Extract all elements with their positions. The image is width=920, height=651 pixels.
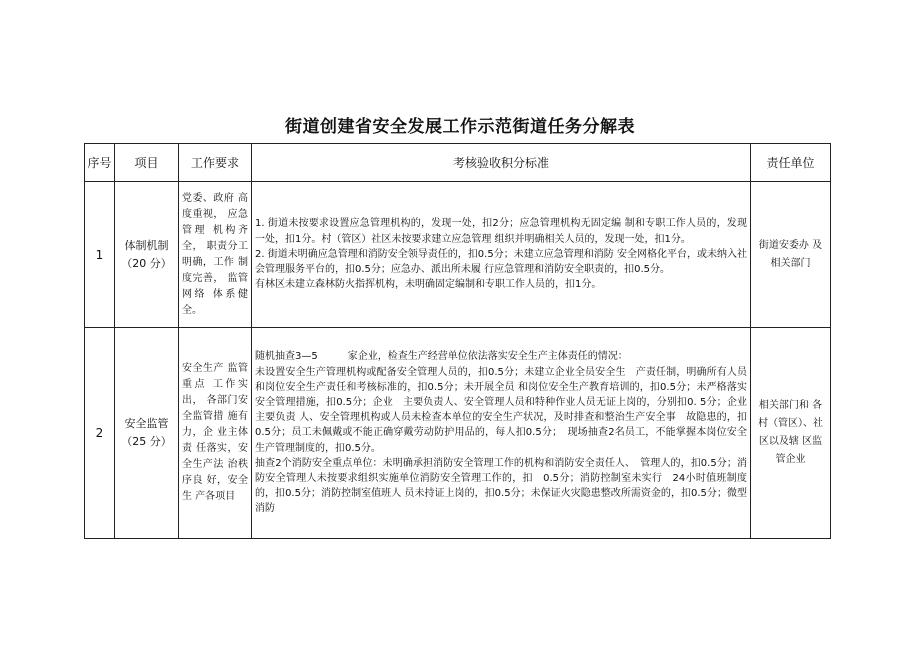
row-item [115, 328, 179, 539]
table-row [85, 328, 831, 539]
row-standard [252, 182, 751, 328]
header-unit: 责任单位 [751, 144, 831, 182]
standard-paragraph: 未设置安全生产管理机构或配备安全管理人员的，扣0.5分；未建立企业全员安全生 产责任制，明确所有人员和岗位安全生产责任和考核标准的，扣0.5分；未开展全员 和岗位安全生产教育培训的，扣0.5分；未严格落实安全管理措施，扣0.5分；企业 主要负责人、安全管理人员和特种作业人员无证上岗的，分别扣0. 5分；企业主要负责 人、安全管理机构或人员未检查本单位的安全生产状况，及时排查和整治生产安全事 故隐患的，扣0.5分；员工未佩戴或不能正确穿戴劳动防护用品的，每人扣0.5分； 现场抽查2名员工，不能掌握本岗位安全生产管理制度的，扣0.5分。 [255, 366, 747, 454]
standard-paragraph: 2. 街道未明确应急管理和消防安全领导责任的，扣0.5分；未建立应急管理和消防 安全网格化平台，或未纳入社会管理服务平台的，扣0.5分；应急办、派出所未履 行应急管理和消防安全职责的，扣0.5分。 [255, 248, 747, 276]
standard-paragraph: 有林区未建立森林防火指挥机构，未明确固定编制和专职工作人员的，扣1分。 [255, 279, 602, 291]
item-score: （25 分） [121, 435, 172, 448]
row-requirement: 党委、政府 高度重视， 应急管理 机构齐全， 职责分工明确，工作 制度完善， 监管网络 体系健全。 [179, 182, 252, 328]
row-number: 1 [85, 182, 115, 328]
table-row [85, 182, 831, 328]
item-name: 安全监管 [124, 417, 169, 430]
standard-paragraph: 1. 街道未按要求设置应急管理机构的，发现一处，扣2分；应急管理机构无固定编 制和专职工作人员的，发现一处，扣1分。村（管区）社区未按要求建立应急管理 组织并明确相关人员的，发现一处，扣1分。 [255, 218, 747, 245]
header-standard: 考核验收积分标准 [252, 144, 751, 182]
task-breakdown-table [84, 143, 831, 539]
document-title: 街道创建省安全发展工作示范街道任务分解表 [285, 117, 635, 137]
standard-paragraph: 随机抽查3—5 家企业，检查生产经营单位依法落实安全生产主体责任的情况： [255, 351, 628, 363]
row-responsible-unit: 相关部门和 各村（管区）、社区以及辖 区监管企业 [751, 328, 831, 539]
header-item: 项目 [115, 144, 179, 182]
header-no: 序号 [85, 144, 115, 182]
item-score: （20 分） [121, 256, 172, 270]
row-standard [252, 328, 751, 539]
row-number: 2 [85, 328, 115, 539]
header-requirement: 工作要求 [179, 144, 252, 182]
row-item [115, 182, 179, 328]
row-requirement: 安全生产 监管重点 工作实出， 各部门安全监管措 施有力，企 业主体责 任落实，安全生产法 治秩序良 好，安全生 产各项目 [179, 328, 252, 539]
item-name: 体制机制 [124, 238, 169, 252]
table-header-row [85, 144, 831, 182]
standard-paragraph: 抽查2个消防安全重点单位：未明确承担消防安全管理工作的机构和消防安全责任人、 管理人的，扣0.5分；消防安全管理人未按要求组织实施单位消防安全管理工作的，扣 0.5分；消防控制室未实行 24小时值班制度的，扣0.5分；消防控制室值班人 员未持证上岗的，扣0.5分；未保证火灾隐患整改所需资金的，扣0.5分；微型消防 [255, 457, 747, 515]
row-responsible-unit: 街道安委办 及相关部门 [751, 182, 831, 328]
